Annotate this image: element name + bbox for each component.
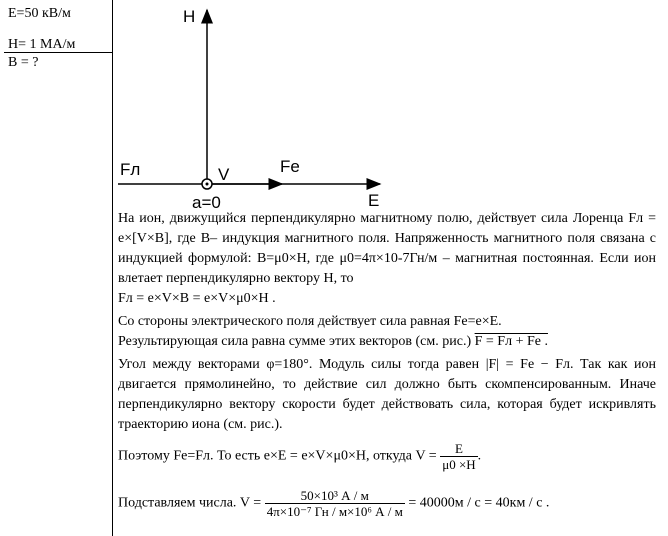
- text-p6: Подставляем числа.: [118, 495, 237, 511]
- fraction-numeric-numerator: 50×10³ А / м: [265, 488, 405, 504]
- given-h: H= 1 МА/м: [8, 37, 76, 52]
- text-p1-cont: , где B– индукция магнитного поля. Напряженность магнитного поля связана с индукцией формулой: B=μ0×H, где μ0=4π×10-7Гн/м – магнитная постоянная. Если ион влетает перпендикулярно вектору H, то: [118, 231, 656, 286]
- formula-fl: Fл = e×V×B = e×V×μ0×H .: [118, 291, 276, 306]
- formula-resultant: F = Fл + Fe .: [474, 334, 548, 349]
- formula-numeric-lhs: V =: [239, 495, 262, 511]
- formula-lorentz: Fл = e×[V×B]: [118, 211, 657, 246]
- paragraph-numbers: [118, 488, 656, 519]
- fraction-v-numerator: E: [440, 441, 477, 457]
- label-fe: Fe: [280, 157, 300, 176]
- label-fl: Fл: [120, 160, 141, 179]
- formula-balance: e×E = e×V×μ0×H: [263, 448, 366, 464]
- paragraph-angle: [118, 355, 656, 435]
- given-e: E=50 кВ/м: [8, 6, 71, 21]
- text-p3: Результирующая сила равна сумме этих векторов (см. рис.): [118, 334, 472, 349]
- given-b: B = ?: [8, 55, 39, 70]
- label-e: E: [368, 191, 380, 210]
- fraction-numeric-denominator: 4π×10⁻⁷ Гн / м×10⁶ А / м: [266, 504, 403, 519]
- fraction-v: [440, 441, 477, 472]
- text-p2: Со стороны электрического поля действует сила равная Fe=e×E.: [118, 314, 502, 329]
- text-p4: Угол между векторами φ=180°. Модуль силы тогда равен: [118, 357, 480, 372]
- fraction-v-denominator: μ0 ×H: [442, 457, 476, 472]
- paragraph-resultant: [118, 332, 656, 352]
- label-h: H: [183, 7, 196, 26]
- text-p1: На ион, движущийся перпендикулярно магнитному полю, действует сила Лоренца: [118, 211, 624, 226]
- paragraph-lorentz: [118, 209, 656, 309]
- formula-v-lhs: V =: [415, 448, 437, 464]
- fraction-numeric: [265, 488, 405, 519]
- formula-modulus: |F| = Fe − Fл: [485, 357, 570, 372]
- text-p5: Поэтому Fe=Fл. То есть: [118, 448, 261, 464]
- paragraph-electric: [118, 312, 656, 332]
- label-v: V: [218, 165, 230, 184]
- force-diagram: [0, 0, 668, 215]
- paragraph-balance: Поэтому Fe=Fл. То есть e×E = e×V×μ0×H, откуда V = $\frac{E}{\mu 0 \times H}$ .: [118, 441, 482, 472]
- formula-result: = 40000м / с = 40км / с .: [408, 495, 550, 511]
- text-p5-mid: , откуда: [365, 448, 412, 464]
- text-p4-cont: . Так как ион двигается прямолинейно, то действие сил должно быть скомпенсированным. Иначе перпендикулярно вектору скорости будет действовать сила, которая будет искривлять траекторию иона (см. рис.).: [118, 357, 656, 432]
- label-a: a=0: [192, 193, 221, 212]
